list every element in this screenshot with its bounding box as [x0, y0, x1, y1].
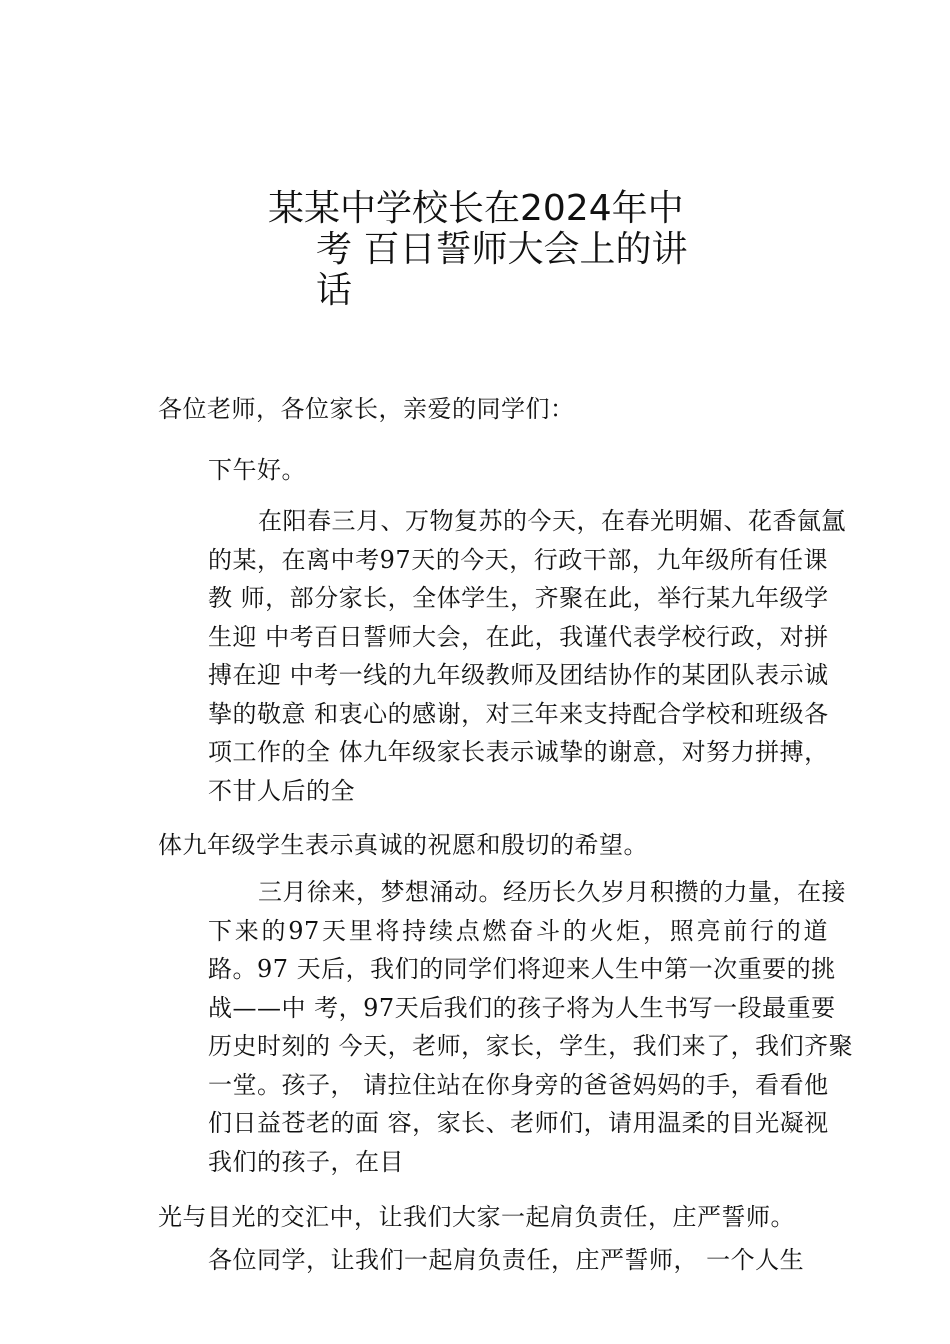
paragraph-2-line: 历史时刻的 今天，老师，家长，学生，我们来了，我们齐聚: [208, 1032, 854, 1060]
paragraph-1-line: 搏在迎 中考一线的九年级教师及团结协作的某团队表示诚: [208, 661, 829, 689]
paragraph-2-line: 下来的97天里将持续点燃奋斗的火炬，照亮前行的道: [208, 916, 828, 945]
paragraph-1-line: 在阳春三月、万物复苏的今天，在春光明媚、花香氤氲: [258, 507, 846, 535]
paragraph-2-line: 一堂。孩子， 请拉住站在你身旁的爸爸妈妈的手，看看他: [208, 1070, 829, 1099]
paragraph-1: [158, 502, 846, 810]
greeting: 下午好。: [208, 456, 306, 484]
paragraph-3: 各位同学，让我们一起肩负责任，庄严誓师， 一个人生: [208, 1246, 805, 1274]
paragraph-2-line: 战——中 考，97天后我们的孩子将为人生书写一段最重要: [208, 993, 836, 1022]
title-line-3: 话: [316, 270, 353, 311]
paragraph-1-line: 挚的敬意 和衷心的感谢，对三年来支持配合学校和班级各: [208, 699, 829, 728]
paragraph-2-line: 路。97 天后，我们的同学们将迎来人生中第一次重要的挑: [208, 955, 836, 983]
paragraph-2-line: 三月徐来，梦想涌动。经历长久岁月积攒的力量，在接: [258, 878, 846, 906]
salutation: 各位老师，各位家长，亲爱的同学们：: [158, 395, 575, 423]
paragraph-1-line: 项工作的全 体九年级家长表示诚挚的谢意，对努力拼搏，: [208, 738, 829, 766]
paragraph-2-line: 我们的孩子，在目: [208, 1147, 404, 1176]
paragraph-2-line: 们日益苍老的面 容，家长、老师们，请用温柔的目光凝视: [208, 1109, 829, 1137]
document-title: [268, 188, 688, 311]
paragraph-1-line: 生迎 中考百日誓师大会，在此，我谨代表学校行政，对拼: [208, 622, 829, 651]
paragraph-2: [158, 873, 854, 1181]
paragraph-1-line: 教 师，部分家长，全体学生，齐聚在此，举行某九年级学: [208, 584, 829, 612]
paragraph-1-continuation: 体九年级学生表示真诚的祝愿和殷切的希望。: [158, 831, 648, 859]
paragraph-2-continuation: 光与目光的交汇中，让我们大家一起肩负责任，庄严誓师。: [158, 1203, 795, 1231]
title-line-1: 某某中学校长在2024年中: [268, 188, 684, 229]
paragraph-1-line: 不甘人后的全: [208, 776, 355, 805]
title-line-2: 考 百日誓师大会上的讲: [316, 229, 688, 270]
paragraph-1-line: 的某，在离中考97天的今天，行政干部，九年级所有任课: [208, 545, 828, 574]
